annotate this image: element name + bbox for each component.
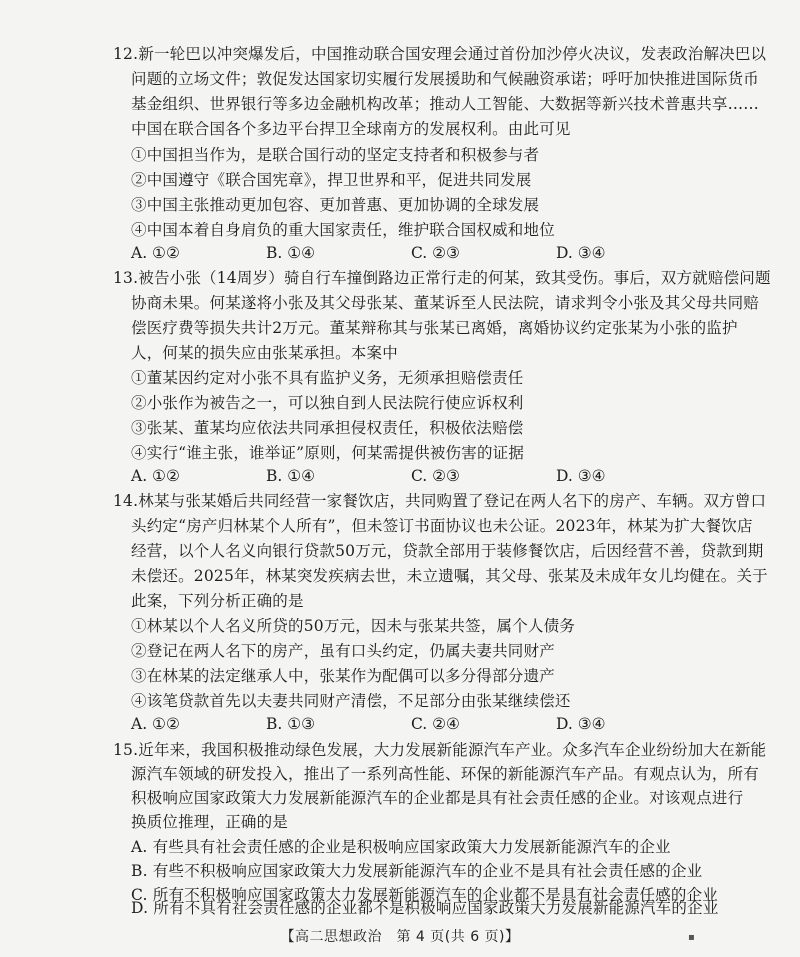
choice-b: B. ①④ — [266, 467, 316, 485]
question-stem-line: 头约定“房产归林某个人所有”，但未签订书面协议也未公证。2023年，林某为扩大餐饮店 — [131, 517, 753, 535]
choice-c: C. ②④ — [411, 715, 460, 733]
choice-a: A. 有些具有社会责任感的企业是积极响应国家政策大力发展新能源汽车的企业 — [131, 838, 671, 856]
choice-c: C. ②③ — [411, 244, 460, 262]
question-stem-line: 经营，以个人名义向银行贷款50万元，贷款全部用于装修餐饮店，后因经营不善，贷款到期 — [131, 542, 764, 560]
corner-mark: ▪ — [688, 932, 695, 943]
choice-d: D. ③④ — [556, 467, 606, 485]
question-stem-line: 基金组织、世界银行等多边金融机构改革；推动人工智能、大数据等新兴技术普惠共享…… — [131, 95, 760, 113]
choice-a: A. ①② — [131, 715, 180, 733]
statement: ②中国遵守《联合国宪章》，捍卫世界和平，促进共同发展 — [131, 171, 532, 189]
statement: ④该笔贷款首先以夫妻共同财产清偿，不足部分由张某继续偿还 — [131, 692, 571, 710]
statement: ④实行“谁主张，谁举证”原则，何某需提供被伤害的证据 — [131, 444, 525, 462]
question-stem-line: 13.被告小张（14周岁）骑自行车撞倒路边正常行走的何某，致其受伤。事后，双方就赔偿问题 — [113, 269, 771, 287]
statement: ②小张作为被告之一，可以独自到人民法院行使应诉权利 — [131, 394, 524, 412]
statement: ②登记在两人名下的房产，虽有口头约定，仍属夫妻共同财产 — [131, 642, 555, 660]
question-stem-line: 积极响应国家政策大力发展新能源汽车的企业都是具有社会责任感的企业。对该观点进行 — [131, 789, 744, 807]
question-stem-line: 中国在联合国各个多边平台捍卫全球南方的发展权利。由此可见 — [131, 120, 571, 138]
question-stem-line: 偿医疗费等损失共计2万元。董某辩称其与张某已离婚，离婚协议约定张某为小张的监护 — [131, 319, 738, 337]
choice-b: B. ①③ — [266, 715, 316, 733]
statement: ③张某、董某均应依法共同承担侵权责任，积极依法赔偿 — [131, 419, 524, 437]
choice-a: A. ①② — [131, 244, 180, 262]
choice-d: D. ③④ — [556, 715, 606, 733]
statement: ①中国担当作为，是联合国行动的坚定支持者和积极参与者 — [131, 146, 540, 164]
question-stem-line: 14.林某与张某婚后共同经营一家餐饮店，共同购置了登记在两人名下的房产、车辆。双方曾口 — [113, 492, 767, 510]
choice-a: A. ①② — [131, 467, 180, 485]
statement: ③中国主张推动更加包容、更加普惠、更加协调的全球发展 — [131, 196, 540, 214]
question-stem-line: 未偿还。2025年，林某突发疾病去世，未立遗嘱，其父母、张某及未成年女儿均健在。关于 — [131, 567, 768, 585]
question-stem-line: 问题的立场文件；敦促发达国家切实履行发展援助和气候融资承诺；呼吁加快推进国际货币 — [131, 70, 760, 88]
choice-c: C. 所有不积极响应国家政策大力发展新能源汽车的企业都不是具有社会责任感的企业 — [131, 886, 718, 904]
question-stem-line: 源汽车领域的研发投入，推出了一系列高性能、环保的新能源汽车产品。有观点认为，所有 — [131, 765, 760, 783]
page-footer: 【高二思想政治 第 4 页(共 6 页)】 — [280, 929, 520, 945]
statement: ④中国本着自身肩负的重大国家责任，维护联合国权威和地位 — [131, 221, 555, 239]
question-stem-line: 12.新一轮巴以冲突爆发后，中国推动联合国安理会通过首份加沙停火决议，发表政治解决巴以 — [113, 45, 767, 63]
choice-d: D. ③④ — [556, 244, 606, 262]
question-stem-line: 15.近年来，我国积极推动绿色发展，大力发展新能源汽车产业。众多汽车企业纷纷加大在新能 — [113, 741, 767, 759]
question-stem-line: 协商未果。何某遂将小张及其父母张某、董某诉至人民法院，请求判令小张及其父母共同赔 — [131, 294, 760, 312]
question-stem-line: 人，何某的损失应由张某承担。本案中 — [131, 344, 398, 362]
question-stem-line: 此案，下列分析正确的是 — [131, 592, 304, 610]
question-stem-line: 换质位推理，正确的是 — [131, 813, 289, 831]
choice-c: C. ②③ — [411, 467, 460, 485]
choice-b: B. ①④ — [266, 244, 316, 262]
choice-b: B. 有些不积极响应国家政策大力发展新能源汽车的企业不是具有社会责任感的企业 — [131, 862, 703, 880]
statement: ③在林某的法定继承人中，张某作为配偶可以多分得部分遗产 — [131, 667, 555, 685]
statement: ①林某以个人名义所贷的50万元，因未与张某共签，属个人债务 — [131, 617, 576, 635]
statement: ①董某因约定对小张不具有监护义务，无须承担赔偿责任 — [131, 369, 524, 387]
choice-d: D. 所有不具有社会责任感的企业都不是积极响应国家政策大力发展新能源汽车的企业 — [131, 899, 719, 917]
